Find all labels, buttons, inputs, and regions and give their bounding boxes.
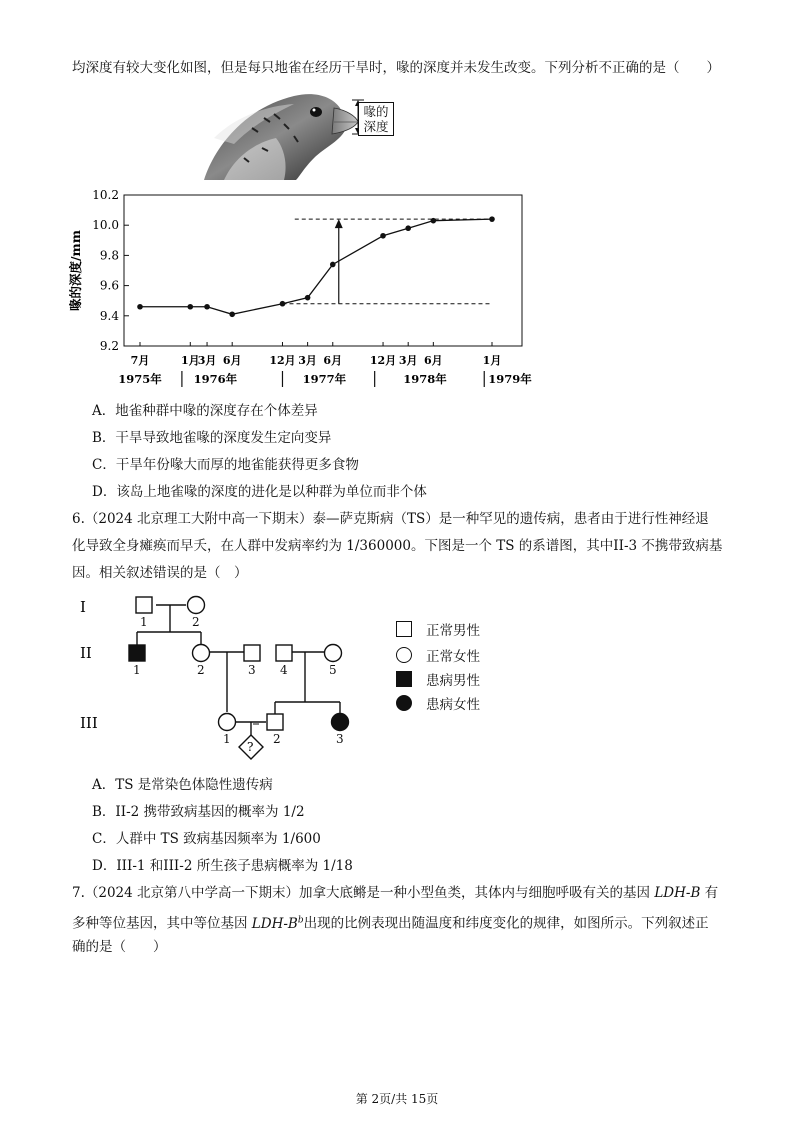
svg-text:1: 1 bbox=[133, 663, 141, 677]
q5-option-b: B．干旱导致地雀喙的深度发生定向变异 bbox=[92, 430, 332, 446]
x-year-label: 1975年 bbox=[118, 372, 162, 386]
q6-option-c: C．人群中 TS 致病基因频率为 1/600 bbox=[92, 831, 321, 847]
pedigree-III-1 bbox=[219, 714, 236, 731]
data-point bbox=[305, 295, 311, 301]
affected-female-symbol bbox=[396, 695, 412, 711]
q7-stem-line-2: 多种等位基因，其中等位基因 LDH-$B^b$出现的比例表现出随温度和纬度变化的规律，如图所示。下列叙述正 bbox=[72, 915, 709, 932]
legend-affected-male: 患病男性 bbox=[396, 669, 480, 689]
y-tick-label: 9.6 bbox=[99, 278, 119, 293]
pedigree-I-2 bbox=[188, 597, 205, 614]
q5-option-a: A．地雀种群中喙的深度存在个体差异 bbox=[92, 403, 318, 419]
data-point bbox=[187, 304, 193, 310]
bird-head-photo bbox=[204, 88, 394, 180]
beak-depth-chart bbox=[60, 180, 540, 390]
normal-female-symbol bbox=[396, 647, 412, 663]
chart-plot-frame bbox=[124, 195, 522, 346]
pedigree-I-1 bbox=[136, 597, 152, 613]
gen-label-III: III bbox=[80, 714, 98, 732]
data-point bbox=[405, 225, 411, 231]
gen-label-I: I bbox=[80, 598, 86, 616]
pedigree-II-3 bbox=[244, 645, 260, 661]
pedigree-chart bbox=[70, 590, 370, 770]
change-arrow-head bbox=[335, 219, 343, 228]
pedigree-II-4 bbox=[276, 645, 292, 661]
data-point bbox=[489, 216, 495, 222]
data-point bbox=[137, 304, 143, 310]
x-year-label: 1979年 bbox=[488, 372, 532, 386]
pedigree-III-2 bbox=[267, 714, 283, 730]
q6-option-b: B．II-2 携带致病基因的概率为 1/2 bbox=[92, 804, 305, 820]
normal-male-symbol bbox=[396, 621, 412, 637]
q6-stem-line-2: 化导致全身瘫痪而早夭，在人群中发病率约为 1/360000。下图是一个 TS 的系谱图，其中II-3 不携带致病基 bbox=[72, 538, 723, 554]
data-point bbox=[330, 262, 336, 268]
beak-depth-series-line bbox=[140, 219, 492, 314]
x-year-label: 1978年 bbox=[403, 372, 447, 386]
allele-name: LDH-$B^b$ bbox=[251, 915, 304, 932]
x-month-label: 3月 bbox=[197, 354, 217, 367]
q5-option-d: D．该岛上地雀喙的深度的进化是以种群为单位而非个体 bbox=[92, 484, 427, 500]
data-point bbox=[229, 311, 235, 317]
q5-intro-text: 均深度有较大变化如图，但是每只地雀在经历干旱时，喙的深度并未发生改变。下列分析不正确的是（ ） bbox=[72, 60, 720, 76]
unknown-child-mark: ? bbox=[247, 740, 254, 754]
y-tick-label: 10.2 bbox=[92, 188, 119, 202]
affected-male-symbol bbox=[396, 671, 412, 687]
q6-option-d: D．III-1 和III-2 所生孩子患病概率为 1/18 bbox=[92, 858, 353, 874]
x-month-label: 6月 bbox=[222, 354, 242, 367]
page-footer: 第 2页/共 15页 bbox=[355, 1092, 439, 1106]
data-point bbox=[431, 218, 437, 224]
q6-stem-line-3: 因。相关叙述错误的是（ ） bbox=[72, 565, 248, 581]
y-tick-label: 10.0 bbox=[92, 218, 119, 233]
gen-label-II: II bbox=[80, 644, 92, 662]
pedigree-III-3 bbox=[332, 714, 349, 731]
legend-affected-female: 患病女性 bbox=[396, 693, 480, 713]
x-month-label: 6月 bbox=[323, 354, 343, 367]
svg-text:2: 2 bbox=[273, 732, 281, 746]
svg-text:1: 1 bbox=[223, 732, 231, 746]
q6-stem-line-1: 6.（2024 北京理工大附中高一下期末）泰—萨克斯病（TS）是一种罕见的遗传病，患者由于进行性神经退 bbox=[72, 511, 709, 527]
y-tick-label: 9.4 bbox=[99, 308, 119, 323]
x-month-label: 12月 bbox=[269, 354, 296, 367]
beak-depth-label: 喙的 深度 bbox=[358, 102, 394, 136]
legend-normal-male: 正常男性 bbox=[396, 619, 480, 639]
svg-text:4: 4 bbox=[280, 663, 288, 677]
data-point bbox=[380, 233, 386, 239]
x-year-label: 1977年 bbox=[302, 372, 347, 386]
x-month-label: 7月 bbox=[130, 354, 150, 367]
x-month-label: 12月 bbox=[369, 354, 397, 367]
svg-text:5: 5 bbox=[329, 663, 337, 677]
data-point bbox=[204, 304, 210, 310]
y-tick-label: 9.2 bbox=[99, 339, 119, 353]
data-point bbox=[280, 301, 286, 307]
q6-option-a: A．TS 是常染色体隐性遗传病 bbox=[92, 777, 273, 793]
svg-text:3: 3 bbox=[248, 663, 256, 677]
svg-text:3: 3 bbox=[336, 732, 344, 746]
x-month-label: 3月 bbox=[398, 354, 418, 367]
gene-name: LDH-B bbox=[654, 885, 701, 901]
y-tick-label: 9.8 bbox=[99, 248, 119, 263]
x-month-label: 1月 bbox=[180, 354, 200, 367]
x-month-label: 1月 bbox=[482, 354, 502, 367]
pedigree-II-5 bbox=[325, 645, 342, 662]
y-axis-label: 喙的深度/mm bbox=[68, 229, 83, 312]
q5-option-c: C．干旱年份喙大而厚的地雀能获得更多食物 bbox=[92, 457, 359, 473]
q7-stem-line-3: 确的是（ ） bbox=[72, 939, 167, 955]
pedigree-II-2 bbox=[193, 645, 210, 662]
svg-text:2: 2 bbox=[192, 615, 200, 629]
x-month-label: 3月 bbox=[298, 354, 317, 367]
x-year-label: 1976年 bbox=[193, 372, 238, 386]
pedigree-II-1 bbox=[129, 645, 145, 661]
svg-text:2: 2 bbox=[197, 663, 205, 677]
x-month-label: 6月 bbox=[424, 354, 443, 367]
q7-stem-line-1: 7.（2024 北京第八中学高一下期末）加拿大底鳉是一种小型鱼类，其体内与细胞呼吸有关的基因 LDH-B 有 bbox=[72, 885, 719, 901]
svg-text:1: 1 bbox=[140, 615, 148, 629]
legend-normal-female: 正常女性 bbox=[396, 645, 480, 665]
